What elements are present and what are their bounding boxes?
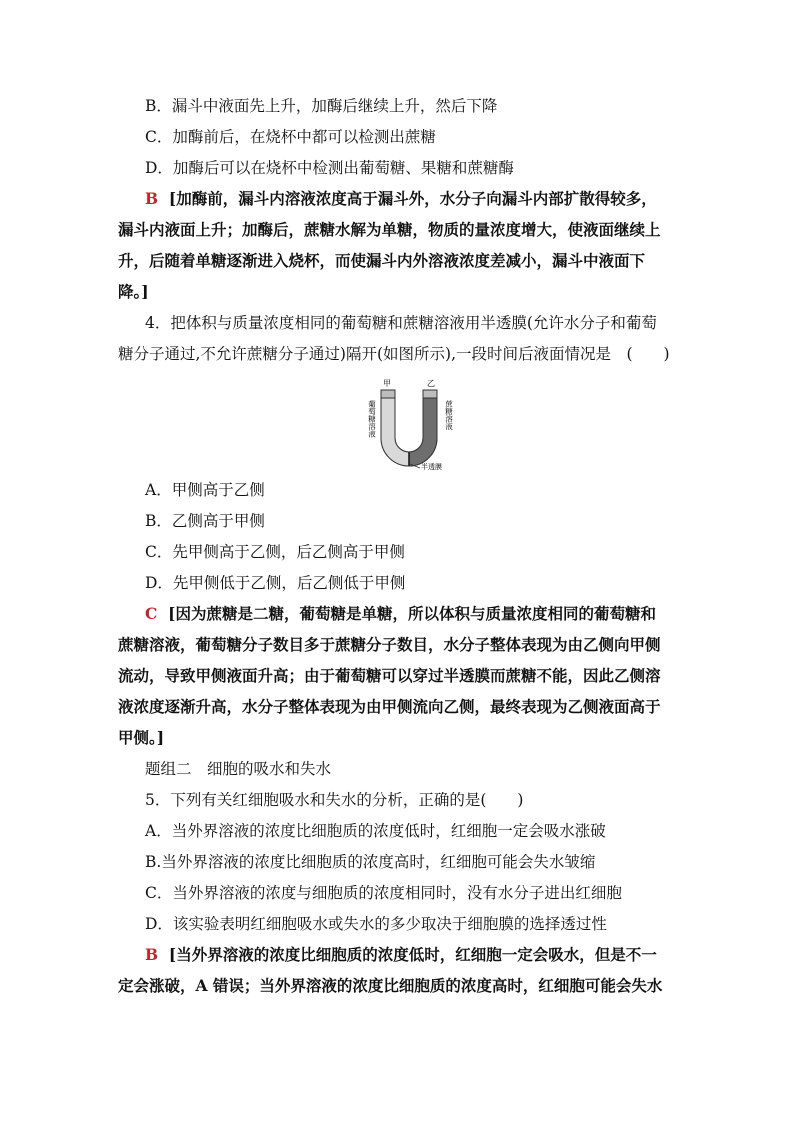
q5-answer-text-1: [当外界溶液的浓度比细胞质的浓度低时，红细胞一定会吸水，但是不一 [168, 945, 657, 964]
q4-stem-line-2: 糖分子通过,不允许蔗糖分子通过)隔开(如图所示),一段时间后液面情况是 ( ) [118, 345, 670, 363]
q3-answer-key: B [145, 189, 159, 208]
q5-answer-line-2: 定会涨破，A 错误；当外界溶液的浓度比细胞质的浓度高时，红细胞可能会失水 [118, 976, 663, 995]
q4-answer-line-5: 甲侧。] [118, 728, 165, 747]
q4-answer-line-1 [145, 603, 656, 625]
q4-answer-text-1: [因为蔗糖是二糖，葡萄糖是单糖，所以体积与质量浓度相同的葡萄糖和 [168, 604, 656, 623]
q4-option-b: B．乙侧高于甲侧 [145, 512, 265, 530]
right-side-label: 乙 [427, 379, 435, 388]
q4-option-c: C．先甲侧高于乙侧，后乙侧高于甲侧 [145, 543, 405, 561]
u-tube-diagram [360, 378, 470, 470]
q3-answer-line-4: 降。] [118, 282, 149, 301]
q3-answer-line-1 [145, 188, 657, 210]
q3-option-d: D．加酶后可以在烧杯中检测出葡萄糖、果糖和蔗糖酶 [145, 159, 514, 177]
u-tube-inner-wall [395, 390, 423, 452]
q4-option-d: D．先甲侧低于乙侧，后乙侧低于甲侧 [145, 574, 406, 592]
q5-option-a: A．当外界溶液的浓度比细胞质的浓度低时，红细胞一定会吸水涨破 [145, 822, 606, 840]
q3-option-b: B．漏斗中液面先上升，加酶后继续上升，然后下降 [145, 97, 498, 115]
q4-answer-key: C [145, 604, 158, 623]
q3-answer-line-2: 漏斗内液面上升；加酶后，蔗糖水解为单糖，物质的量浓度增大，使液面继续上 [118, 220, 661, 239]
q5-option-b: B.当外界溶液的浓度比细胞质的浓度高时，红细胞可能会失水皱缩 [145, 853, 596, 871]
q5-answer-key: B [145, 945, 159, 964]
q4-stem-line-1: 4．把体积与质量浓度相同的葡萄糖和蔗糖溶液用半透膜(允许水分子和葡萄 [145, 314, 657, 332]
q5-option-d: D．该实验表明红细胞吸水或失水的多少取决于细胞膜的选择透过性 [145, 915, 607, 933]
q5-answer-line-1 [145, 944, 657, 966]
left-side-label: 甲 [383, 379, 391, 388]
q3-answer-line-3: 升，后随着单糖逐渐进入烧杯，而使漏斗内外溶液浓度差减小，漏斗中液面下 [118, 251, 646, 270]
left-solution-label: 葡萄糖溶液 [367, 400, 377, 438]
q5-option-c: C．当外界溶液的浓度与细胞质的浓度相同时，没有水分子进出红细胞 [145, 884, 622, 902]
q3-answer-text-1: [加酶前，漏斗内溶液浓度高于漏斗外，水分子向漏斗内部扩散得较多， [168, 189, 657, 208]
group2-title: 题组二 细胞的吸水和失水 [145, 760, 332, 778]
q4-answer-line-2: 蔗糖溶液，葡萄糖分子数目多于蔗糖分子数目，水分子整体表现为由乙侧向甲侧 [118, 635, 661, 654]
right-solution-label: 蔗糖溶液 [444, 400, 454, 430]
membrane-label: 半透膜 [421, 463, 442, 470]
u-tube-figure [360, 378, 470, 470]
q4-answer-line-4: 液浓度逐渐升高，水分子整体表现为由甲侧流向乙侧，最终表现为乙侧液面高于 [118, 697, 661, 716]
q4-answer-line-3: 流动，导致甲侧液面升高；由于葡萄糖可以穿过半透膜而蔗糖不能，因此乙侧溶 [118, 666, 661, 685]
q3-option-c: C．加酶前后，在烧杯中都可以检测出蔗糖 [145, 128, 436, 146]
q5-stem: 5．下列有关红细胞吸水和失水的分析，正确的是( ) [145, 791, 524, 809]
q4-option-a: A．甲侧高于乙侧 [145, 481, 265, 499]
